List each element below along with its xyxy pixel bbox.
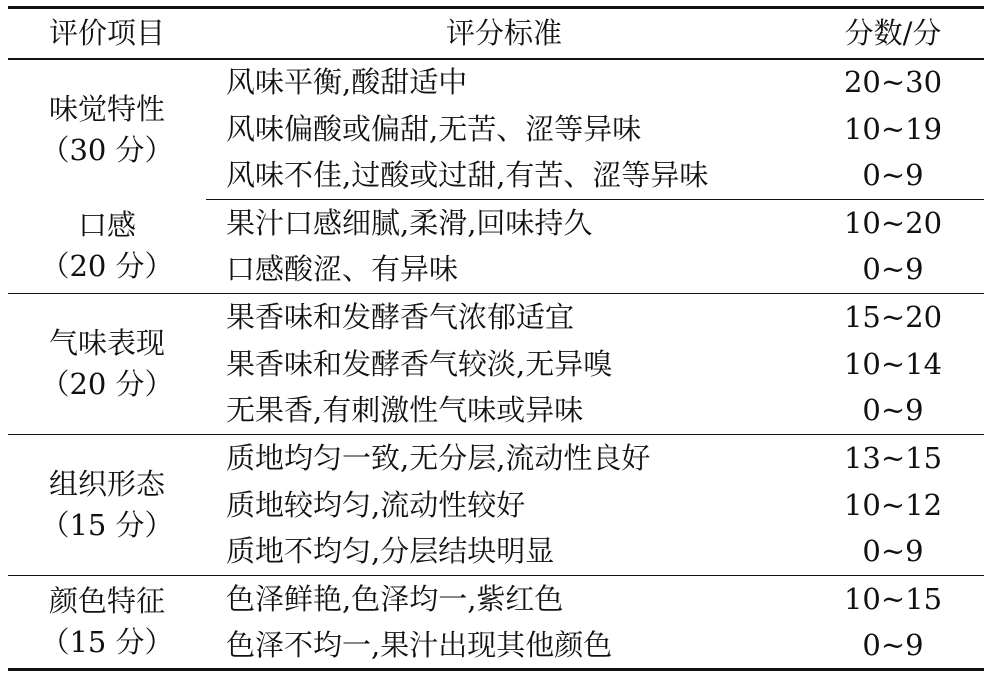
category-points: （15 分） <box>40 508 174 542</box>
criteria-cell: 果香味和发酵香气较淡,无异嗅 <box>226 346 613 381</box>
category-name: 组织形态 <box>48 467 165 501</box>
table-row <box>8 294 984 341</box>
table-row <box>8 435 984 482</box>
score-cell: 15~20 <box>843 299 943 334</box>
category-points: （15 分） <box>40 625 174 659</box>
criteria-cell: 风味不佳,过酸或过甜,有苦、涩等异味 <box>206 153 802 200</box>
score-cell: 10~20 <box>843 205 943 240</box>
score-cell: 10~15 <box>843 581 943 616</box>
category-name: 口感 <box>77 208 136 243</box>
score-cell: 10~19 <box>843 111 943 146</box>
table-body <box>8 59 984 670</box>
criteria-cell: 风味平衡,酸甜适中 <box>226 65 468 99</box>
category-name: 味觉特性 <box>48 91 165 126</box>
category-points: （20 分） <box>40 249 174 284</box>
score-cell: 10~14 <box>843 346 943 381</box>
score-cell: 0~9 <box>802 623 984 670</box>
criteria-cell: 风味偏酸或偏甜,无苦、涩等异味 <box>226 111 642 146</box>
score-cell: 13~15 <box>843 440 943 475</box>
table-row <box>8 200 984 247</box>
criteria-cell: 质地较均匀,流动性较好 <box>226 487 526 522</box>
header-criteria: 评分标准 <box>206 8 802 59</box>
criteria-cell: 无果香,有刺激性气味或异味 <box>206 388 802 435</box>
criteria-cell: 质地不均匀,分层结块明显 <box>206 529 802 576</box>
score-cell: 0~9 <box>802 153 984 200</box>
evaluation-table <box>8 6 984 671</box>
criteria-cell: 果汁口感细腻,柔滑,回味持久 <box>226 205 593 240</box>
header-row <box>8 8 984 59</box>
score-cell: 0~9 <box>802 247 984 294</box>
category-points: （20 分） <box>40 367 174 401</box>
score-cell: 0~9 <box>802 529 984 576</box>
category-points: （30 分） <box>40 132 174 167</box>
criteria-cell: 口感酸涩、有异味 <box>206 247 802 294</box>
criteria-cell: 果香味和发酵香气浓郁适宜 <box>226 299 575 334</box>
header-score: 分数/分 <box>802 8 984 59</box>
criteria-cell: 色泽鲜艳,色泽均一,紫红色 <box>226 581 564 616</box>
category-cell <box>8 294 206 435</box>
score-cell: 0~9 <box>802 388 984 435</box>
category-cell <box>8 576 206 670</box>
table-header <box>8 8 984 59</box>
category-name: 颜色特征 <box>48 584 165 618</box>
table-row <box>8 59 984 106</box>
category-cell <box>8 59 206 200</box>
category-cell <box>8 200 206 294</box>
score-cell: 20~30 <box>843 65 943 99</box>
category-cell <box>8 435 206 576</box>
header-item: 评价项目 <box>8 8 206 59</box>
criteria-cell: 色泽不均一,果汁出现其他颜色 <box>206 623 802 670</box>
category-name: 气味表现 <box>48 326 165 360</box>
criteria-cell: 质地均匀一致,无分层,流动性良好 <box>226 440 651 475</box>
score-cell: 10~12 <box>843 487 943 522</box>
table-row <box>8 576 984 623</box>
